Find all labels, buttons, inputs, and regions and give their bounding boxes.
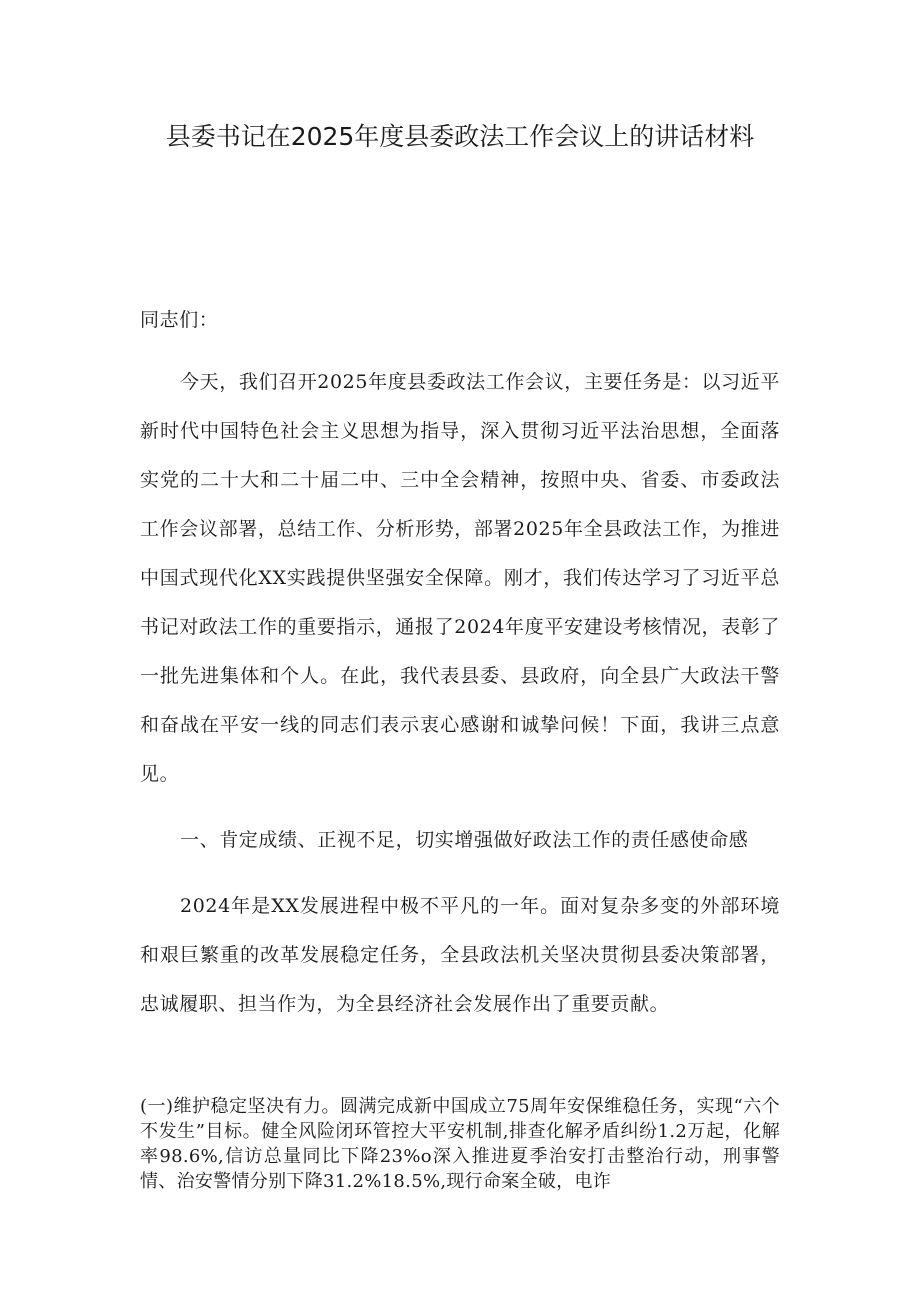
section-heading-1: 一、肯定成绩、正视不足，切实增强做好政法工作的责任感使命感: [180, 829, 749, 851]
document-title: 县委书记在2025年度县委政法工作会议上的讲话材料: [165, 122, 755, 151]
section-1-paragraph: (一)维护稳定坚决有力。圆满完成新中国成立75周年安保维稳任务，实现“六个不发生”目标。健全风险闭环管控大平安机制,排查化解矛盾纠纷1.2万起，化解率98.6%,信访总量同比下降23%o深入推进夏季治安打击整治行动，刑事警情、治安警情分别下降31.2%18.5%,现行命案全破，电诈: [140, 1096, 780, 1192]
salutation: 同志们：: [140, 309, 219, 331]
intro-paragraph: 今天，我们召开2025年度县委政法工作会议，主要任务是：以习近平新时代中国特色社会主义思想为指导，深入贯彻习近平法治思想，全面落实党的二十大和二十届二中、三中全会精神，按照中央、省委、市委政法工作会议部署，总结工作、分析形势，部署2025年全县政法工作，为推进中国式现代化XX实践提供坚强安全保障。刚才，我们传达学习了习近平总书记对政法工作的重要指示，通报了2024年度平安建设考核情况，表彰了一批先进集体和个人。在此，我代表县委、县政府，向全县广大政法干警和奋战在平安一线的同志们表示衷心感谢和诚挚问候！下面，我讲三点意见。: [140, 371, 780, 785]
summary-paragraph: 2024年是XX发展进程中极不平凡的一年。面对复杂多变的外部环境和艰巨繁重的改革发展稳定任务，全县政法机关坚决贯彻县委决策部署，忠诚履职、担当作为，为全县经济社会发展作出了重要贡献。: [140, 895, 780, 1015]
